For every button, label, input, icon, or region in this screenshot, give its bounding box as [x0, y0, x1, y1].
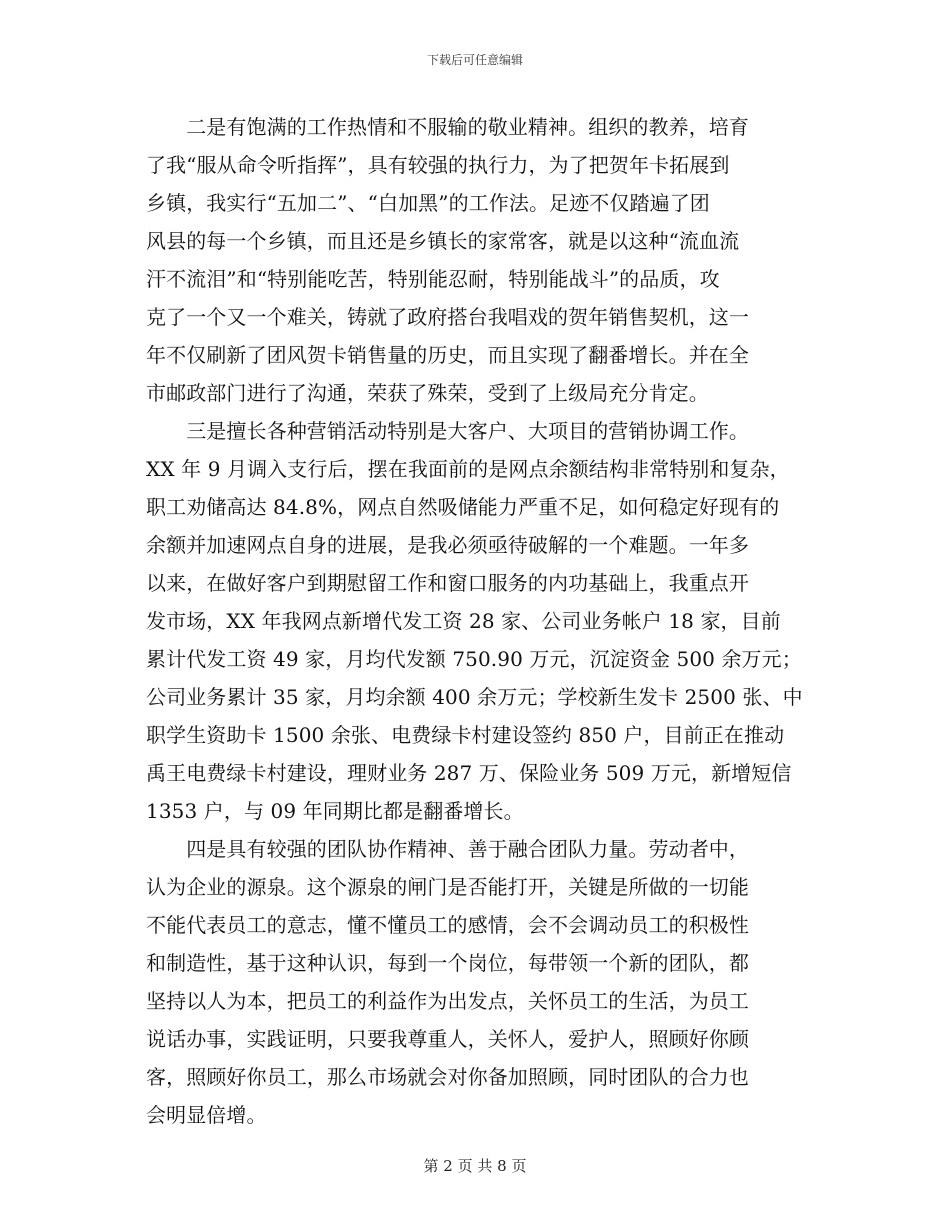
text-line: XX 年 9 月调入支行后，摆在我面前的是网点余额结构非常特别和复杂，: [146, 457, 790, 481]
text-line: 以来，在做好客户到期慰留工作和窗口服务的内功基础上，我重点开: [146, 571, 749, 595]
text-line: 和制造性，基于这种认识，每到一个岗位，每带领一个新的团队，都: [146, 951, 749, 975]
text-line: 会明显倍增。: [146, 1103, 267, 1127]
text-line: 发市场，XX 年我网点新增代发工资 28 家、公司业务帐户 18 家，目前: [146, 609, 781, 633]
page-footer: 第 2 页 共 8 页: [423, 1157, 527, 1175]
page-header: 下载后可任意编辑: [426, 53, 523, 67]
text-line: 职学生资助卡 1500 余张、电费绿卡村建设签约 850 户，目前正在推动: [146, 723, 785, 747]
paragraph-4: [146, 830, 806, 1134]
text-line: 坚持以人为本，把员工的利益作为出发点，关怀员工的生活，为员工: [146, 989, 749, 1013]
text-line: 认为企业的源泉。这个源泉的闸门是否能打开，关键是所做的一切能: [146, 875, 749, 899]
text-line: 不能代表员工的意志，懂不懂员工的感情，会不会调动员工的积极性: [146, 913, 749, 937]
text-line: 职工劝储高达 84.8%，网点自然吸储能力严重不足，如何稳定好现有的: [146, 495, 780, 519]
text-line: 1353 户，与 09 年同期比都是翻番增长。: [146, 799, 524, 823]
text-line: 公司业务累计 35 家，月均余额 400 余万元；学校新生发卡 2500 张、中: [146, 685, 803, 709]
text-line: 禹王电费绿卡村建设，理财业务 287 万、保险业务 509 万元，新增短信: [146, 761, 792, 785]
text-line: 四是具有较强的团队协作精神、善于融合团队力量。劳动者中，: [146, 837, 749, 861]
text-line: 二是有饱满的工作热情和不服输的敬业精神。组织的教养，培育: [146, 115, 749, 139]
paragraph-2: [146, 108, 806, 412]
text-line: 客，照顾好你员工，那么市场就会对你备加照顾，同时团队的合力也: [146, 1065, 749, 1089]
text-line: 累计代发工资 49 家，月均代发额 750.90 万元，沉淀资金 500 余万元；: [146, 647, 802, 671]
paragraph-3: [146, 412, 806, 830]
text-line: 说话办事，实践证明，只要我尊重人，关怀人，爱护人，照顾好你顾: [146, 1027, 749, 1051]
document-body: [146, 108, 806, 1134]
text-line: 市邮政部门进行了沟通，荣获了殊荣，受到了上级局充分肯定。: [146, 381, 709, 405]
text-line: 汗不流泪”和“特别能吃苦，特别能忍耐，特别能战斗”的品质，攻: [146, 267, 720, 291]
text-line: 克了一个又一个难关，铸就了政府搭台我唱戏的贺年销售契机，这一: [146, 305, 749, 329]
text-line: 风县的每一个乡镇，而且还是乡镇长的家常客，就是以这种“流血流: [146, 229, 740, 253]
text-line: 年不仅刷新了团风贺卡销售量的历史，而且实现了翻番增长。并在全: [146, 343, 749, 367]
text-line: 余额并加速网点自身的进展，是我必须亟待破解的一个难题。一年多: [146, 533, 749, 557]
text-line: 了我“服从命令听指挥”，具有较强的执行力，为了把贺年卡拓展到: [146, 153, 730, 177]
text-line: 乡镇，我实行“五加二”、“白加黑”的工作法。足迹不仅踏遍了团: [146, 191, 710, 215]
text-line: 三是擅长各种营销活动特别是大客户、大项目的营销协调工作。: [146, 419, 749, 443]
